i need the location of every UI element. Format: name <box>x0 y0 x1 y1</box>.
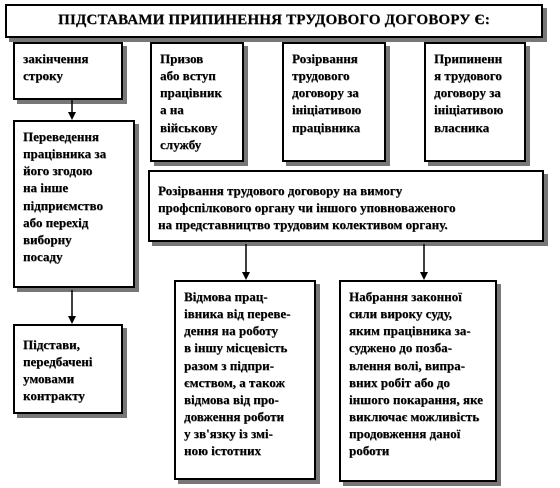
box-term-expiry-text: закінчення строку <box>23 51 89 84</box>
box-contract-grounds-text: Підстави, передбачені умовами контракту <box>23 337 93 404</box>
box-owner-initiative-text: Припиненн я трудового договору за ініціативою власника <box>434 51 504 135</box>
box-military-service-text: Призов або вступ працівник а на військову службу <box>160 51 222 152</box>
box-refusal-relocation-text: Відмова прац- івника від переве- дення на роботу в іншу місцевість разом з підпри- ємством, а також відмова від про- довження роботи у зв'язку із змі- ною істотних <box>184 289 291 459</box>
box-transfer-text: Переведення працівника за його згодою на інше підприємство або перехід виборну посаду <box>23 129 107 265</box>
box-union-demand-text: Розірвання трудового договору на вимогу профспілкового органу чи іншого уповноваженого на представництво трудовим колективом органу. <box>158 183 456 233</box>
diagram-title-text: ПІДСТАВАМИ ПРИПИНЕННЯ ТРУДОВОГО ДОГОВОРУ Є: <box>58 12 490 29</box>
box-court-verdict-text: Набрання законної сили вироку суду, яким працівника за- суджено до позба- влення волі, випра- вних робіт або до іншого покарання, яке виключає можливість продовження даної роботи <box>349 289 483 459</box>
box-employee-initiative-text: Розірвання трудового договору за ініціативою працівника <box>292 51 362 135</box>
